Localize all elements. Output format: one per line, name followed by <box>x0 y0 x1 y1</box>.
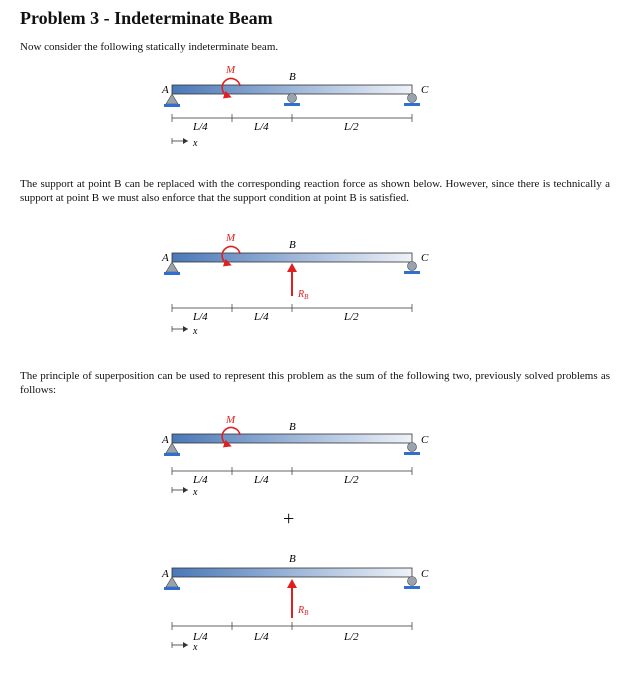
point-c-label: C <box>421 568 429 580</box>
dim-l2: L/2 <box>344 121 359 133</box>
point-c-label: C <box>421 252 429 264</box>
x-label: x <box>193 326 198 337</box>
point-b-label: B <box>289 553 296 565</box>
roller-support-b <box>284 94 300 107</box>
moment-label: M <box>226 414 236 426</box>
point-b-label: B <box>289 239 296 251</box>
x-axis-arrow <box>172 326 188 332</box>
reaction-label: $R_B$ <box>298 605 309 617</box>
point-a-label: A <box>162 252 169 264</box>
reaction-label: $R_B$ <box>298 289 309 301</box>
x-label: x <box>193 642 198 653</box>
dim-l4-second: L/4 <box>254 311 269 323</box>
x-label: x <box>193 487 198 498</box>
beam <box>172 253 412 262</box>
moment-label: M <box>226 232 236 244</box>
roller-support-c <box>404 94 420 107</box>
roller-support-c <box>404 577 420 590</box>
beam <box>172 568 412 577</box>
point-a-label: A <box>162 434 169 446</box>
dimension-line <box>172 304 412 312</box>
beam-diagram-force-case <box>0 545 637 665</box>
dim-l4-second: L/4 <box>254 474 269 486</box>
point-c-label: C <box>421 434 429 446</box>
superposition-paragraph: The principle of superposition can be used to represent this problem as the sum of the following two, previously solved problems as follows: <box>20 370 610 396</box>
dimension-line <box>172 114 412 122</box>
point-a-label: A <box>162 568 169 580</box>
replacement-paragraph: The support at point B can be replaced with the corresponding reaction force as shown below. However, since there is technically a support at point B we must also enforce that the support condition at point B is satisfied. <box>20 178 610 204</box>
beam <box>172 434 412 443</box>
reaction-force-arrow <box>287 579 297 618</box>
dimension-line <box>172 622 412 630</box>
dim-l4-first: L/4 <box>193 121 208 133</box>
beam-diagram-reaction <box>0 228 637 338</box>
beam-diagram-moment-case <box>0 410 637 500</box>
roller-support-c <box>404 262 420 275</box>
beam-diagram-indeterminate <box>0 60 637 155</box>
dim-l4-first: L/4 <box>193 311 208 323</box>
x-axis-arrow <box>172 138 188 144</box>
x-axis-arrow <box>172 487 188 493</box>
roller-support-c <box>404 443 420 456</box>
dim-l2: L/2 <box>344 631 359 643</box>
beam <box>172 85 412 94</box>
dim-l2: L/2 <box>344 474 359 486</box>
dim-l4-second: L/4 <box>254 121 269 133</box>
moment-label: M <box>226 64 236 76</box>
intro-paragraph: Now consider the following statically indeterminate beam. <box>20 41 279 53</box>
dim-l4-first: L/4 <box>193 631 208 643</box>
reaction-force-arrow <box>287 263 297 296</box>
point-a-label: A <box>162 84 169 96</box>
point-c-label: C <box>421 84 429 96</box>
page-title: Problem 3 - Indeterminate Beam <box>20 8 273 28</box>
dimension-line <box>172 467 412 475</box>
dim-l4-second: L/4 <box>254 631 269 643</box>
dim-l4-first: L/4 <box>193 474 208 486</box>
dim-l2: L/2 <box>344 311 359 323</box>
x-axis-arrow <box>172 642 188 648</box>
point-b-label: B <box>289 71 296 83</box>
plus-sign: + <box>283 508 295 530</box>
point-b-label: B <box>289 421 296 433</box>
x-label: x <box>193 138 198 149</box>
